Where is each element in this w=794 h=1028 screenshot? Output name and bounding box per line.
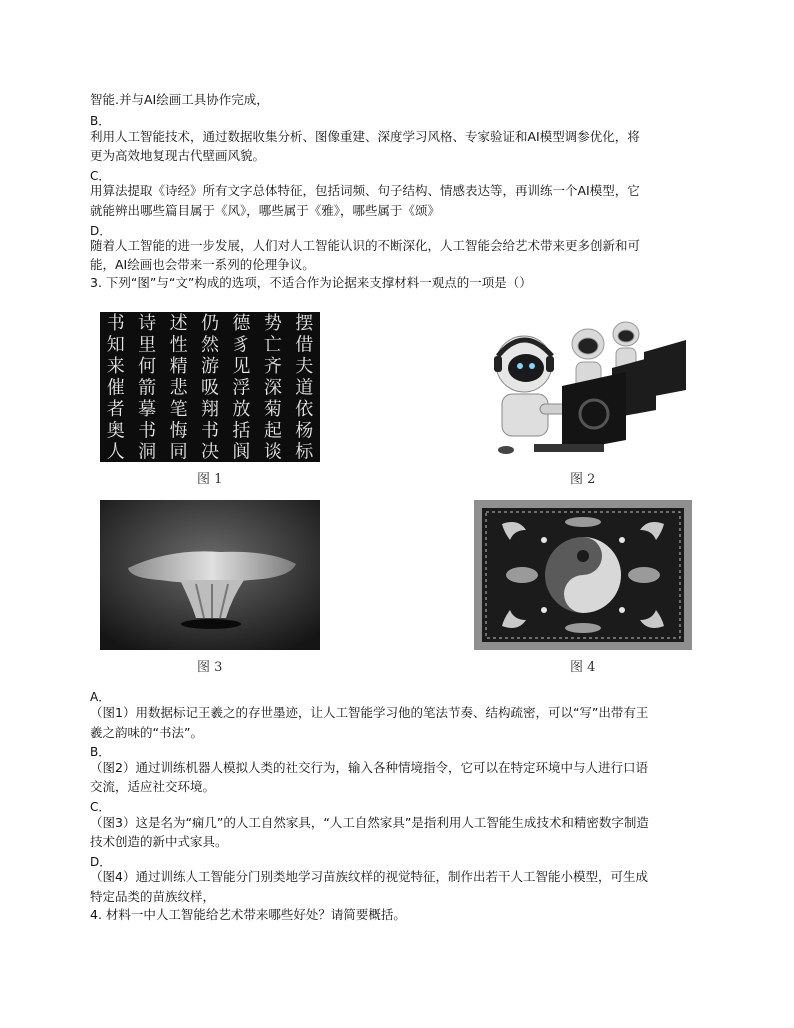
calligraphy-glyph: 书 bbox=[138, 420, 157, 442]
calligraphy-glyph: 然 bbox=[201, 334, 219, 356]
calligraphy-glyph: 性 bbox=[169, 334, 188, 356]
calligraphy-glyph: 何 bbox=[138, 356, 157, 377]
option-d-label: D． bbox=[90, 224, 112, 238]
calligraphy-glyph: 诗 bbox=[138, 313, 157, 335]
text-line: 特定品类的苗族纹样， bbox=[90, 889, 216, 904]
calligraphy-glyph: 书 bbox=[201, 420, 219, 442]
text-line: 羲之韵味的“书法”。 bbox=[90, 725, 203, 740]
calligraphy-glyph: 德 bbox=[232, 313, 251, 335]
option-c-label: C． bbox=[90, 169, 111, 183]
figure-2-caption: 图 2 bbox=[570, 472, 596, 487]
calligraphy-glyph: 催 bbox=[106, 377, 125, 399]
calligraphy-glyph: 摆 bbox=[295, 313, 314, 335]
calligraphy-glyph: 括 bbox=[232, 420, 251, 442]
option-a-label: A． bbox=[90, 690, 111, 704]
text-line: 随着人工智能的进一步发展，人们对人工智能认识的不断深化，人工智能会给艺术带来更多创新和可 bbox=[90, 238, 641, 253]
calligraphy-glyph: 述 bbox=[169, 313, 188, 335]
calligraphy-glyph: 决 bbox=[201, 441, 219, 462]
calligraphy-glyph: 齐 bbox=[263, 356, 282, 377]
figure-3-caption: 图 3 bbox=[197, 660, 223, 675]
calligraphy-glyph: 知 bbox=[106, 334, 125, 356]
figure-4-miao-pattern bbox=[474, 500, 692, 650]
calligraphy-glyph: 借 bbox=[295, 334, 314, 356]
calligraphy-glyph: 者 bbox=[106, 398, 125, 420]
option-c-label: C． bbox=[90, 800, 111, 814]
calligraphy-glyph: 奥 bbox=[106, 420, 125, 442]
calligraphy-glyph: 见 bbox=[232, 356, 251, 377]
text-line: 更为高效地复现古代壁画风貌。 bbox=[90, 148, 266, 163]
figure-1-caption: 图 1 bbox=[197, 472, 223, 487]
text-line: （图1）用数据标记王羲之的存世墨迹，让人工智能学习他的笔法节奏、结构疏密，可以“写”出带有王 bbox=[90, 705, 649, 720]
figure-4-caption: 图 4 bbox=[570, 660, 596, 675]
calligraphy-glyph: 来 bbox=[106, 356, 125, 377]
calligraphy-glyph: 起 bbox=[263, 420, 282, 442]
text-line: 用算法提取《诗经》所有文字总体特征，包括词频、句子结构、情感表达等，再训练一个AI模型，它 bbox=[90, 183, 640, 198]
calligraphy-glyph: 夫 bbox=[295, 356, 314, 377]
option-b-label: B． bbox=[90, 114, 111, 128]
calligraphy-glyph: 仍 bbox=[201, 313, 219, 335]
question-4: 4. 材料一中人工智能给艺术带来哪些好处？请简要概括。 bbox=[90, 907, 406, 922]
text-line: 交流，适应社交环境。 bbox=[90, 779, 216, 794]
calligraphy-glyph: 放 bbox=[232, 398, 251, 420]
figure-2-robots bbox=[476, 312, 691, 462]
calligraphy-glyph: 道 bbox=[295, 377, 314, 399]
calligraphy-glyph: 悔 bbox=[169, 420, 188, 442]
text-line: （图3）这是名为“痫几”的人工自然家具，“人工自然家具”是指利用人工智能生成技术和精密数字制造 bbox=[90, 815, 649, 830]
calligraphy-glyph: 书 bbox=[106, 313, 125, 335]
calligraphy-glyph: 谈 bbox=[263, 441, 282, 462]
calligraphy-glyph: 吸 bbox=[201, 377, 219, 399]
calligraphy-glyph: 洞 bbox=[138, 441, 157, 462]
calligraphy-glyph: 深 bbox=[263, 377, 282, 399]
calligraphy-glyph: 势 bbox=[263, 313, 282, 335]
calligraphy-glyph: 亡 bbox=[263, 334, 282, 356]
calligraphy-glyph: 依 bbox=[295, 398, 314, 420]
figure-3-furniture bbox=[100, 500, 320, 650]
calligraphy-glyph: 精 bbox=[169, 356, 188, 377]
calligraphy-glyph: 里 bbox=[138, 334, 157, 356]
calligraphy-glyph: 箭 bbox=[138, 377, 157, 399]
calligraphy-glyph: 标 bbox=[295, 441, 314, 462]
text-line: 能，AI绘画也会带来一系列的伦理争议。 bbox=[90, 257, 315, 272]
text-line: 技术创造的新中式家具。 bbox=[90, 834, 228, 849]
calligraphy-glyph: 浮 bbox=[232, 377, 251, 399]
calligraphy-glyph: 杨 bbox=[295, 420, 314, 442]
calligraphy-glyph: 同 bbox=[169, 441, 188, 462]
calligraphy-glyph: 游 bbox=[201, 356, 219, 377]
text-line: （图4）通过训练人工智能分门别类地学习苗族纹样的视觉特征，制作出若干人工智能小模型，可生成 bbox=[90, 869, 648, 884]
option-b-label: B． bbox=[90, 745, 111, 759]
calligraphy-glyph: 阆 bbox=[232, 441, 251, 462]
calligraphy-glyph: 悲 bbox=[169, 377, 188, 399]
text-line: 利用人工智能技术，通过数据收集分析、图像重建、深度学习风格、专家验证和AI模型调参优化，将 bbox=[90, 129, 640, 144]
text-line: 就能辨出哪些篇目属于《风》，哪些属于《雅》，哪些属于《颂》 bbox=[90, 203, 441, 218]
option-d-label: D． bbox=[90, 855, 112, 869]
calligraphy-glyph: 菊 bbox=[263, 398, 282, 420]
calligraphy-glyph: 人 bbox=[106, 441, 125, 462]
text-line: 智能.并与AI绘画工具协作完成， bbox=[90, 92, 269, 107]
calligraphy-glyph: 豸 bbox=[232, 334, 251, 356]
figure-1-calligraphy bbox=[100, 312, 320, 462]
question-3: 3. 下列“图”与“文”构成的选项，不适合作为论据来支撑材料一观点的一项是（） bbox=[90, 275, 532, 290]
text-line: （图2）通过训练机器人模拟人类的社交行为，输入各种情境指令，它可以在特定环境中与人进行口语 bbox=[90, 760, 648, 775]
calligraphy-glyph: 翔 bbox=[201, 398, 219, 420]
calligraphy-glyph: 摹 bbox=[138, 398, 157, 420]
calligraphy-glyph: 笔 bbox=[169, 398, 188, 420]
